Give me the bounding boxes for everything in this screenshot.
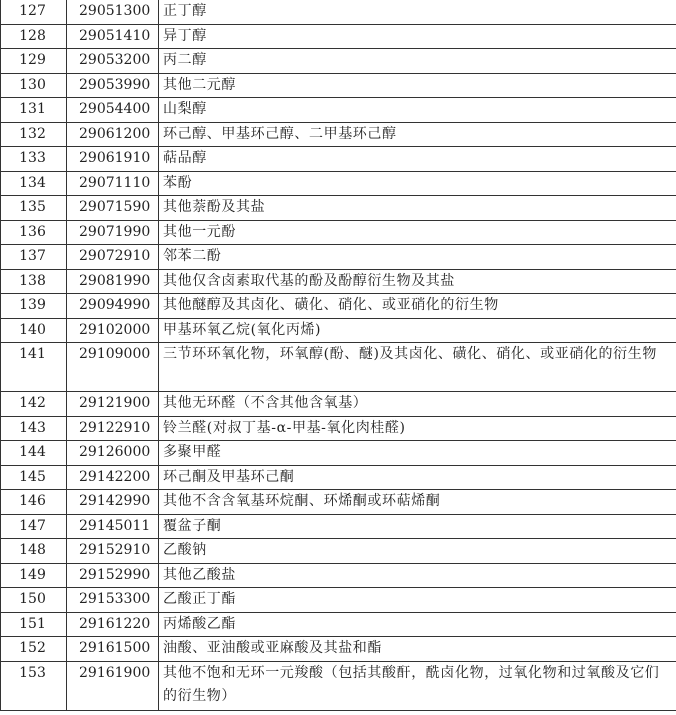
row-number: 134 [1,171,67,196]
product-name: 铃兰醛(对叔丁基-α-甲基-氧化肉桂醛) [159,416,676,441]
table-row [1,343,676,392]
product-name: 多聚甲醛 [159,441,676,466]
hs-code: 29081990 [67,269,159,294]
hs-code: 29051300 [67,0,159,24]
table-row [1,588,676,613]
hs-code: 29071590 [67,196,159,221]
table-row [1,147,676,172]
hs-code: 29142990 [67,490,159,515]
row-number: 152 [1,637,67,662]
product-name: 丙烯酸乙酯 [159,612,676,637]
hs-code: 29153300 [67,588,159,613]
product-name: 山梨醇 [159,98,676,123]
row-number: 137 [1,245,67,270]
product-name: 其他二元醇 [159,73,676,98]
product-name: 其他醚醇及其卤化、磺化、硝化、或亚硝化的衍生物 [159,294,676,319]
table-row [1,269,676,294]
row-number: 131 [1,98,67,123]
hs-code: 29051410 [67,24,159,49]
row-number: 147 [1,514,67,539]
product-name: 甲基环氧乙烷(氧化丙烯) [159,318,676,343]
product-name: 乙酸钠 [159,539,676,564]
product-name: 其他不饱和无环一元羧酸（包括其酸酐，酰卤化物，过氧化物和过氧酸及它们的衍生物） [159,661,676,710]
product-name: 其他一元酚 [159,220,676,245]
row-number: 143 [1,416,67,441]
row-number: 138 [1,269,67,294]
hs-code: 29061910 [67,147,159,172]
row-number: 145 [1,465,67,490]
table-row [1,0,676,24]
table-row [1,98,676,123]
table-row [1,465,676,490]
row-number: 140 [1,318,67,343]
table-row [1,563,676,588]
product-name: 苯酚 [159,171,676,196]
row-number: 151 [1,612,67,637]
product-name: 其他不含含氧基环烷酮、环烯酮或环萜烯酮 [159,490,676,515]
table-row [1,122,676,147]
table-row [1,73,676,98]
hs-code: 29152910 [67,539,159,564]
product-name: 邻苯二酚 [159,245,676,270]
product-name: 其他无环醛（不含其他含氧基） [159,392,676,417]
product-name: 环己醇、甲基环己醇、二甲基环己醇 [159,122,676,147]
table-row [1,24,676,49]
hs-code: 29054400 [67,98,159,123]
table-row [1,637,676,662]
table-row [1,392,676,417]
row-number: 146 [1,490,67,515]
product-name: 乙酸正丁酯 [159,588,676,613]
product-name: 其他萘酚及其盐 [159,196,676,221]
product-name: 三节环环氧化物，环氧醇(酚、醚)及其卤化、磺化、硝化、或亚硝化的衍生物 [159,343,676,392]
hs-code: 29102000 [67,318,159,343]
row-number: 144 [1,441,67,466]
table-row [1,294,676,319]
table-row [1,539,676,564]
table-row [1,49,676,74]
hs-code: 29161900 [67,661,159,710]
row-number: 132 [1,122,67,147]
row-number: 150 [1,588,67,613]
hs-code: 29126000 [67,441,159,466]
hs-code: 29161220 [67,612,159,637]
hs-code: 29109000 [67,343,159,392]
product-name: 环己酮及甲基环己酮 [159,465,676,490]
row-number: 128 [1,24,67,49]
hs-code: 29071990 [67,220,159,245]
row-number: 142 [1,392,67,417]
row-number: 139 [1,294,67,319]
row-number: 153 [1,661,67,710]
hs-code: 29145011 [67,514,159,539]
product-name: 其他乙酸盐 [159,563,676,588]
row-number: 127 [1,0,67,24]
hs-code: 29161500 [67,637,159,662]
product-name: 萜品醇 [159,147,676,172]
row-number: 136 [1,220,67,245]
table-row [1,661,676,710]
hs-code: 29142200 [67,465,159,490]
row-number: 141 [1,343,67,392]
row-number: 129 [1,49,67,74]
hs-code: 29152990 [67,563,159,588]
hs-code: 29053990 [67,73,159,98]
table-row [1,612,676,637]
product-name: 油酸、亚油酸或亚麻酸及其盐和酯 [159,637,676,662]
table-row [1,318,676,343]
product-name: 覆盆子酮 [159,514,676,539]
hs-code: 29071110 [67,171,159,196]
table-row [1,416,676,441]
table-row [1,245,676,270]
hs-code: 29121900 [67,392,159,417]
table-row [1,490,676,515]
product-name: 丙二醇 [159,49,676,74]
row-number: 130 [1,73,67,98]
row-number: 148 [1,539,67,564]
hs-code: 29094990 [67,294,159,319]
row-number: 135 [1,196,67,221]
row-number: 149 [1,563,67,588]
hs-code: 29072910 [67,245,159,270]
hs-code: 29061200 [67,122,159,147]
table-row [1,171,676,196]
table-row [1,196,676,221]
table-row [1,441,676,466]
product-name: 异丁醇 [159,24,676,49]
hs-code: 29122910 [67,416,159,441]
table-row [1,514,676,539]
row-number: 133 [1,147,67,172]
product-name: 正丁醇 [159,0,676,24]
table-row [1,220,676,245]
hs-code: 29053200 [67,49,159,74]
product-name: 其他仅含卤素取代基的酚及酚醇衍生物及其盐 [159,269,676,294]
